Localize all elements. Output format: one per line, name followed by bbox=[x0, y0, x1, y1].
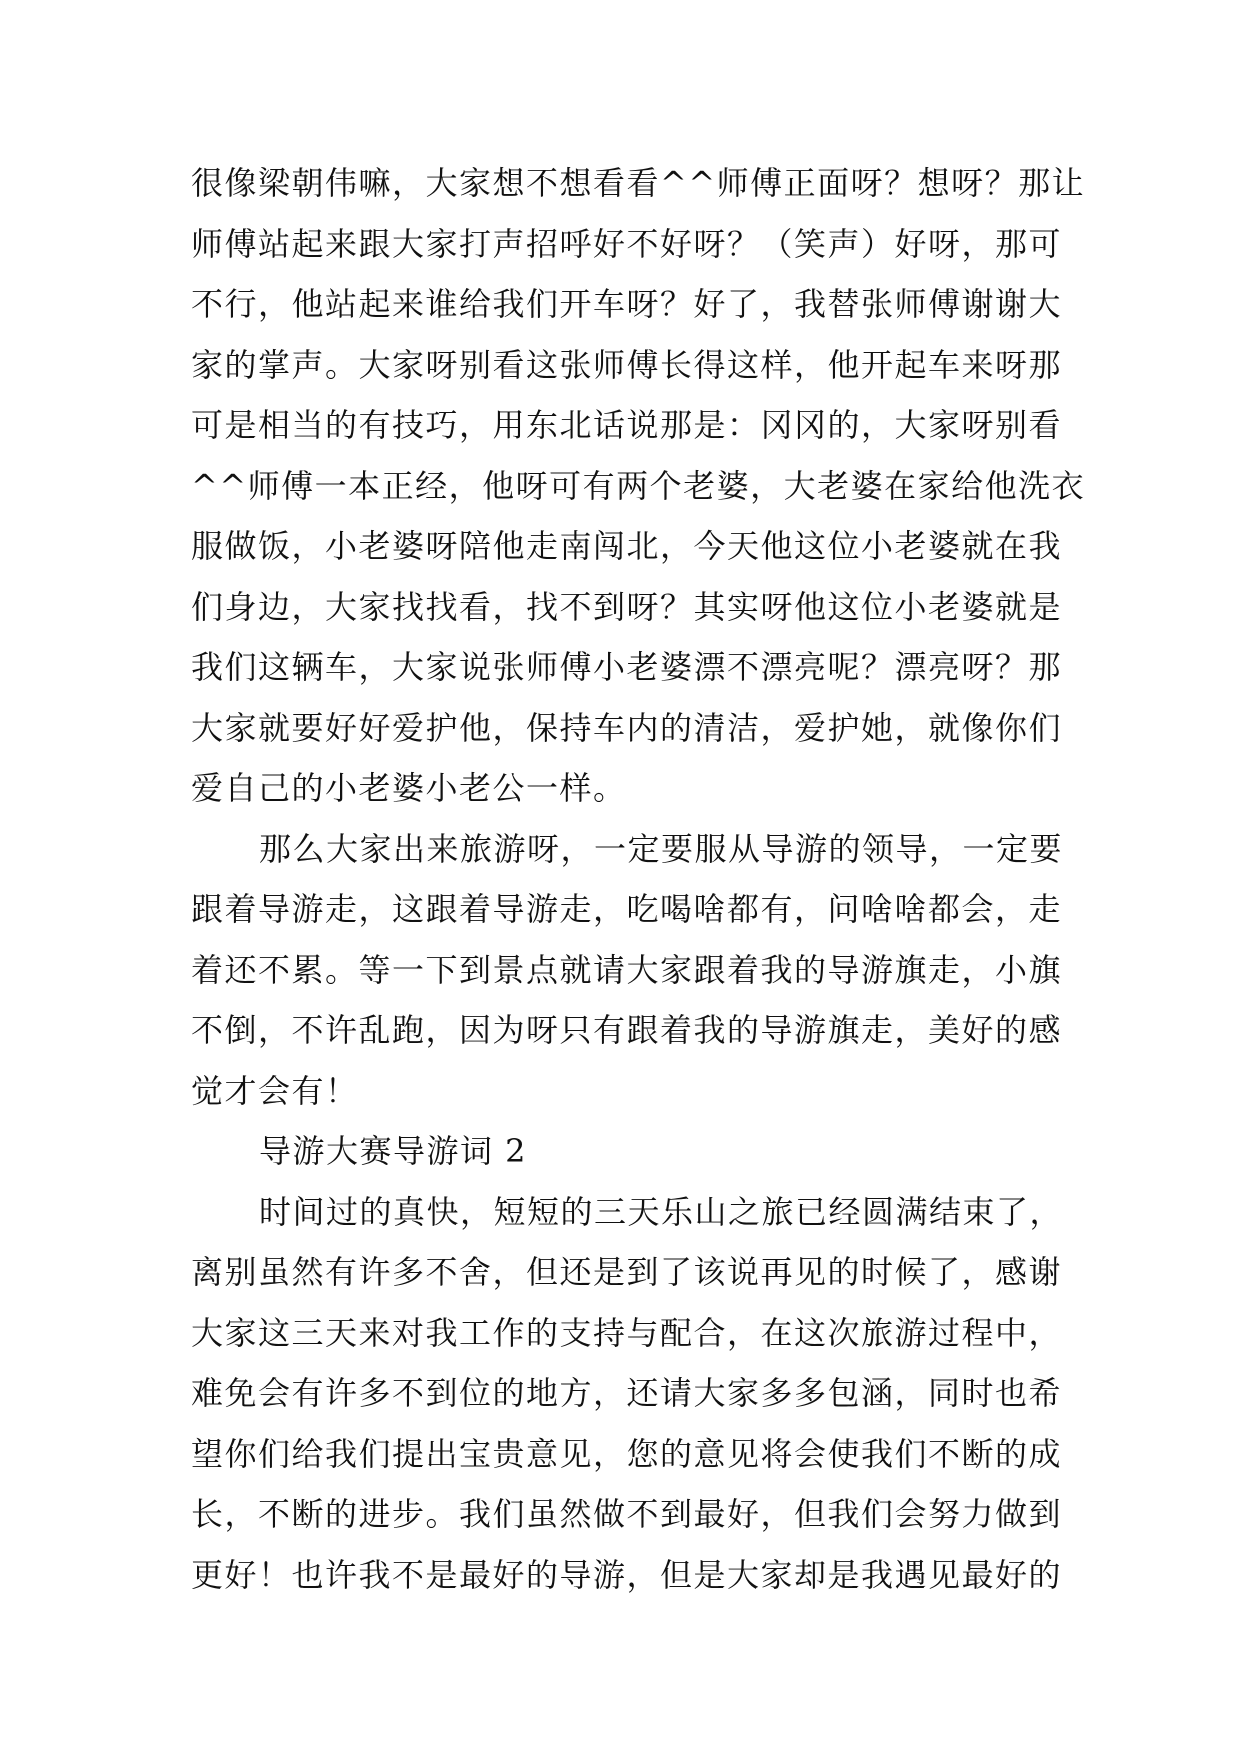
text-line: 更好！也许我不是最好的导游，但是大家却是我遇见最好的 bbox=[191, 1555, 1063, 1594]
text-line: 我们这辆车，大家说张师傅小老婆漂不漂亮呢？漂亮呀？那 bbox=[191, 648, 1063, 686]
text-line: 着还不累。等一下到景点就请大家跟着我的导游旗走，小旗 bbox=[191, 950, 1063, 989]
text-line: 离别虽然有许多不舍，但还是到了该说再见的时候了，感谢 bbox=[191, 1253, 1063, 1291]
text-line: 不倒，不许乱跑，因为呀只有跟着我的导游旗走，美好的感 bbox=[191, 1011, 1063, 1049]
text-line: 望你们给我们提出宝贵意见，您的意见将会使我们不断的成 bbox=[191, 1434, 1063, 1473]
text-line: 服做饭，小老婆呀陪他走南闯北，今天他这位小老婆就在我 bbox=[191, 527, 1063, 565]
paragraph-start-line: 时间过的真快，短短的三天乐山之旅已经圆满结束了， bbox=[259, 1192, 1064, 1231]
text-line: 跟着导游走，这跟着导游走，吃喝啥都有，问啥啥都会，走 bbox=[191, 890, 1063, 928]
text-line: 爱自己的小老婆小老公一样。 bbox=[191, 769, 627, 807]
text-line: 们身边，大家找找看，找不到呀？其实呀他这位小老婆就是 bbox=[191, 587, 1063, 626]
text-line: 觉才会有！ bbox=[191, 1071, 359, 1110]
text-line: ^^师傅一本正经，他呀可有两个老婆，大老婆在家给他洗衣 bbox=[191, 466, 1086, 505]
body-text bbox=[191, 153, 1086, 1605]
text-line: 大家这三天来对我工作的支持与配合，在这次旅游过程中， bbox=[191, 1313, 1063, 1352]
section-heading: 导游大赛导游词 2 bbox=[259, 1132, 528, 1170]
text-line: 大家就要好好爱护他，保持车内的清洁，爱护她，就像你们 bbox=[191, 708, 1063, 747]
text-line: 不行，他站起来谁给我们开车呀？好了，我替张师傅谢谢大 bbox=[191, 285, 1063, 323]
text-line: 难免会有许多不到位的地方，还请大家多多包涵，同时也希 bbox=[191, 1374, 1063, 1412]
text-line: 很像梁朝伟嘛，大家想不想看看^^师傅正面呀？想呀？那让 bbox=[191, 164, 1086, 202]
paragraph-start-line: 那么大家出来旅游呀，一定要服从导游的领导，一定要 bbox=[259, 829, 1064, 868]
text-line: 长，不断的进步。我们虽然做不到最好，但我们会努力做到 bbox=[191, 1495, 1063, 1533]
text-line: 师傅站起来跟大家打声招呼好不好呀？（笑声）好呀，那可 bbox=[191, 224, 1063, 263]
text-line: 家的掌声。大家呀别看这张师傅长得这样，他开起车来呀那 bbox=[191, 345, 1063, 384]
text-line: 可是相当的有技巧，用东北话说那是：冈冈的，大家呀别看 bbox=[191, 406, 1063, 444]
